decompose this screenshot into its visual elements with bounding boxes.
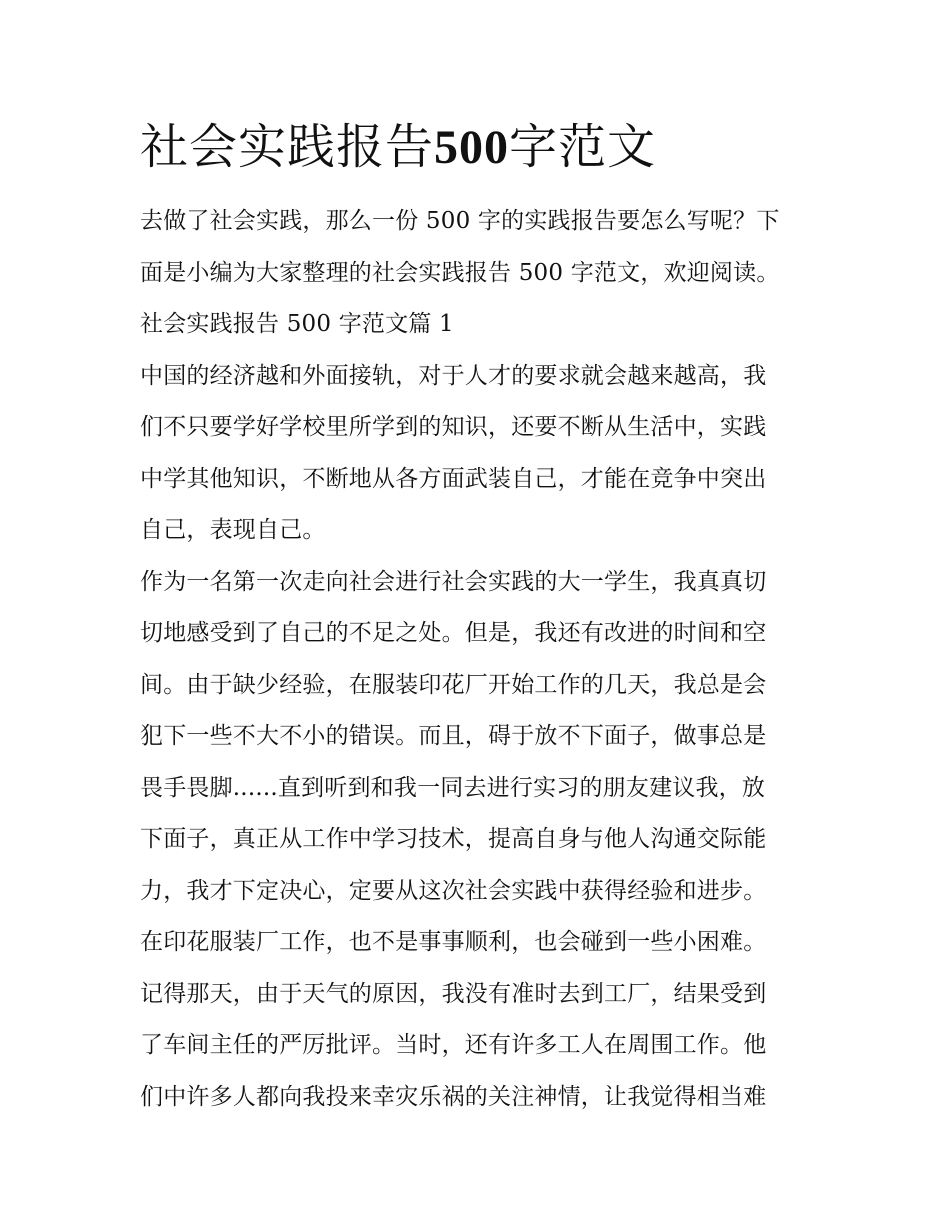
title-prefix: 社会实践报告 [140, 119, 435, 175]
text-line: 们中许多人都向我投来幸灾乐祸的关注神情，让我觉得相当难 [140, 1083, 767, 1110]
text-line: 面是小编为大家整理的社会实践报告 500 字范文，欢迎阅读。 [140, 259, 780, 286]
text-line: 了车间主任的严厉批评。当时，还有许多工人在周围工作。他 [140, 1032, 767, 1058]
text-line: 力，我才下定决心，定要从这次社会实践中获得经验和进步。 [140, 877, 767, 904]
document-title [140, 112, 656, 183]
text-line: 中学其他知识，不断地从各方面武装自己，才能在竞争中突出 [140, 465, 767, 492]
text-line: 犯下一些不大不小的错误。而且，碍于放不下面子，做事总是 [140, 723, 767, 749]
text-line: 中国的经济越和外面接轨，对于人才的要求就会越来越高，我 [140, 362, 767, 389]
text-line: 下面子，真正从工作中学习技术，提高自身与他人沟通交际能 [140, 826, 767, 852]
text-line: 们不只要学好学校里所学到的知识，还要不断从生活中，实践 [140, 414, 767, 440]
text-line: 作为一名第一次走向社会进行社会实践的大一学生，我真真切 [140, 568, 767, 595]
text-line: 记得那天，由于天气的原因，我没有准时去到工厂，结果受到 [140, 980, 767, 1007]
text-line: 畏手畏脚......直到听到和我一同去进行实习的朋友建议我，放 [140, 774, 766, 801]
text-line: 在印花服装厂工作，也不是事事顺利，也会碰到一些小困难。 [140, 929, 767, 955]
document-body [140, 196, 812, 1123]
text-line: 去做了社会实践，那么一份 500 字的实践报告要怎么写呢？下 [140, 208, 780, 234]
title-suffix: 字范文 [509, 119, 657, 175]
section-heading: 社会实践报告 500 字范文篇 1 [140, 311, 454, 337]
title-number: 500 [434, 121, 510, 174]
text-line: 切地感受到了自己的不足之处。但是，我还有改进的时间和空 [140, 620, 767, 646]
text-line: 自己，表现自己。 [140, 517, 326, 543]
text-line: 间。由于缺少经验，在服装印花厂开始工作的几天，我总是会 [140, 671, 767, 698]
